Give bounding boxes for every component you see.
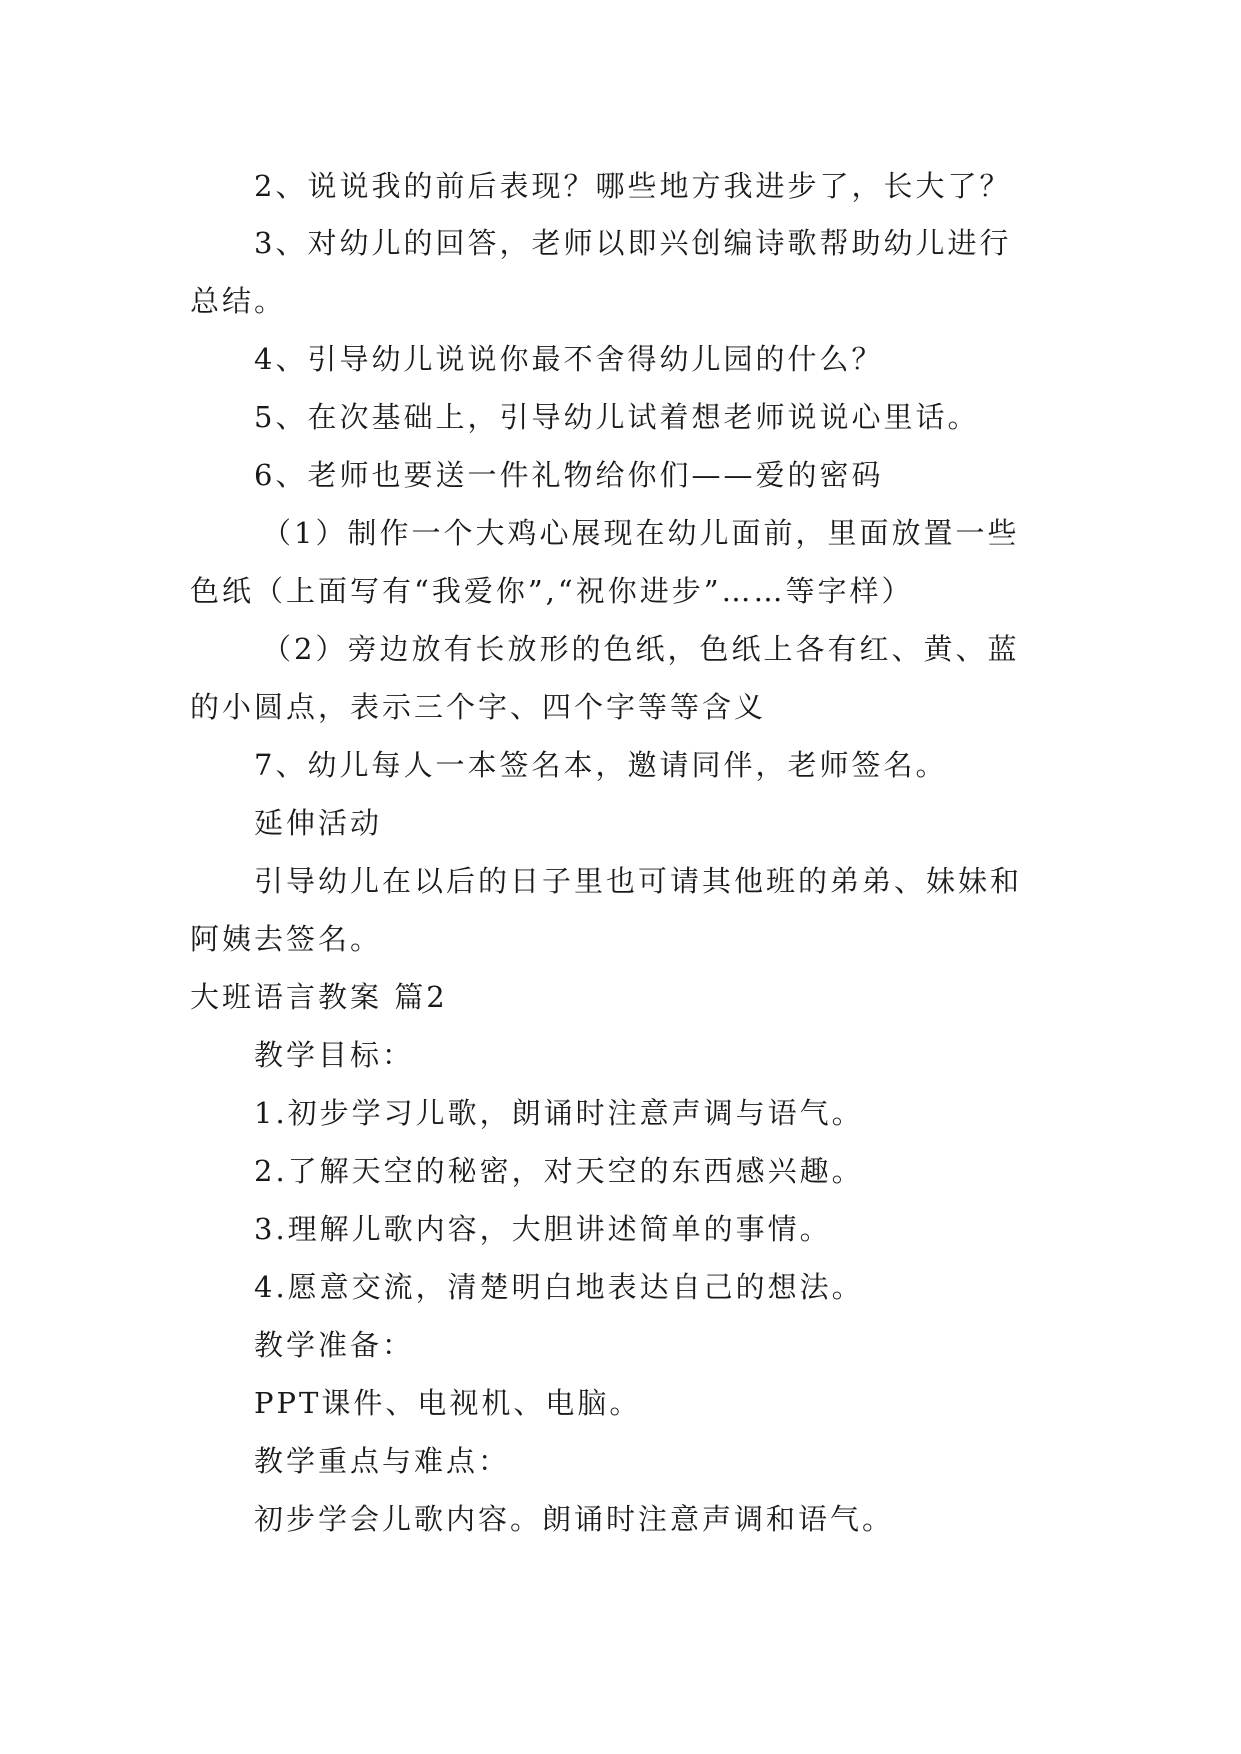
text-line: 3、对幼儿的回答，老师以即兴创编诗歌帮助幼儿进行	[254, 226, 1012, 260]
text-line: 4.愿意交流，清楚明白地表达自己的想法。	[254, 1270, 864, 1304]
text-line: （2）旁边放有长放形的色纸，色纸上各有红、黄、蓝	[262, 632, 1020, 666]
text-line: 延伸活动	[254, 806, 383, 840]
section-heading: 大班语言教案 篇2	[190, 980, 448, 1014]
text-line: 7、幼儿每人一本签名本，邀请同伴，老师签名。	[254, 748, 948, 782]
text-line: 2.了解天空的秘密，对天空的东西感兴趣。	[254, 1154, 864, 1188]
text-line: 初步学会儿歌内容。朗诵时注意声调和语气。	[254, 1502, 895, 1536]
text-line: 4、引导幼儿说说你最不舍得幼儿园的什么？	[254, 342, 884, 376]
text-line: 教学准备：	[254, 1328, 415, 1362]
text-line: 5、在次基础上，引导幼儿试着想老师说说心里话。	[254, 400, 980, 434]
text-line: 阿姨去签名。	[190, 922, 383, 956]
text-line: 引导幼儿在以后的日子里也可请其他班的弟弟、妹妹和	[254, 864, 1023, 898]
text-line: 3.理解儿歌内容，大胆讲述简单的事情。	[254, 1212, 832, 1246]
text-line: 教学重点与难点：	[254, 1444, 511, 1478]
text-line: 总结。	[190, 284, 287, 318]
text-line: （1）制作一个大鸡心展现在幼儿面前，里面放置一些	[262, 516, 1020, 550]
text-line: 6、老师也要送一件礼物给你们——爱的密码	[254, 458, 884, 492]
text-line: 2、说说我的前后表现？哪些地方我进步了，长大了？	[254, 169, 1012, 203]
text-line: 教学目标：	[254, 1038, 415, 1072]
text-line: 的小圆点，表示三个字、四个字等等含义	[190, 690, 767, 724]
text-line: 色纸（上面写有“我爱你”,“祝你进步”……等字样）	[190, 574, 914, 608]
text-line: PPT课件、电视机、电脑。	[254, 1386, 642, 1420]
text-line: 1.初步学习儿歌，朗诵时注意声调与语气。	[254, 1096, 864, 1130]
